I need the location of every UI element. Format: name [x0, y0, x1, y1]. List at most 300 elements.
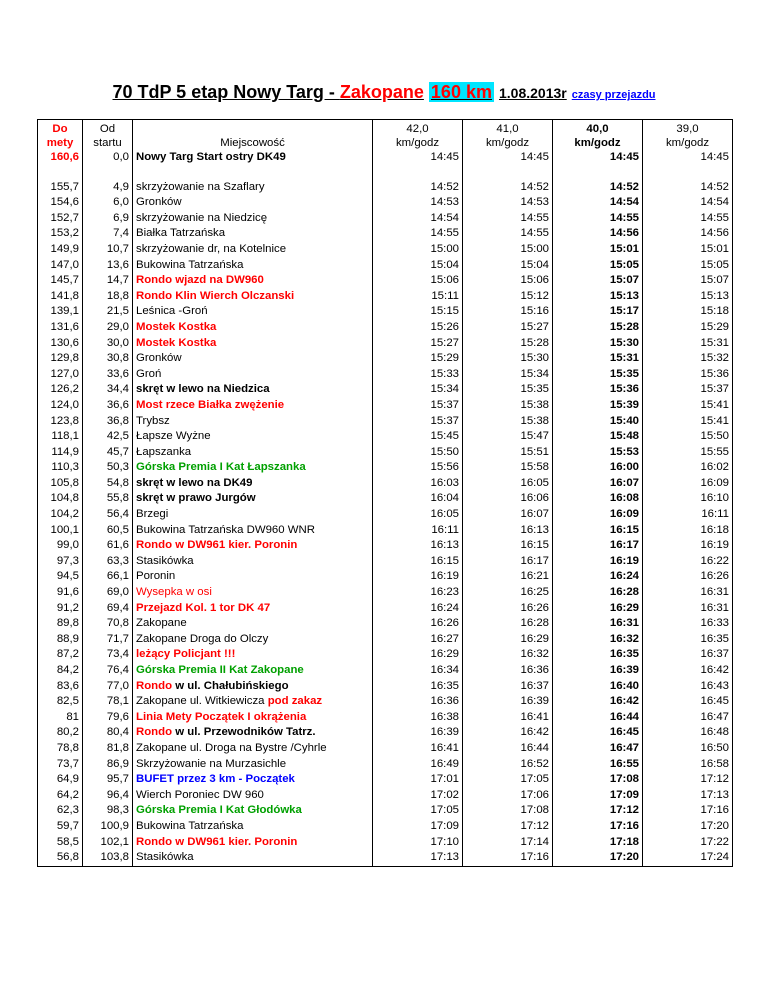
table-row [38, 819, 733, 835]
time-39: 15:31 [643, 336, 733, 352]
time-41: 16:05 [463, 476, 553, 492]
time-42: 16:19 [373, 569, 463, 585]
distance-to-finish: 88,9 [38, 632, 83, 648]
place-name [133, 788, 373, 804]
time-42: 16:41 [373, 741, 463, 757]
spacer-row [38, 166, 733, 180]
time-40: 15:31 [553, 351, 643, 367]
time-42: 17:01 [373, 772, 463, 788]
place-text: Mostek Kostka [136, 336, 217, 349]
time-41: 15:35 [463, 382, 553, 398]
time-41: 15:47 [463, 429, 553, 445]
distance-to-finish: 149,9 [38, 242, 83, 258]
distance-from-start: 18,8 [83, 289, 133, 305]
time-41: 16:26 [463, 601, 553, 617]
table-row [38, 616, 733, 632]
place-name [133, 663, 373, 679]
time-39: 16:42 [643, 663, 733, 679]
time-40: 17:12 [553, 803, 643, 819]
table-row [38, 694, 733, 710]
place-name [133, 507, 373, 523]
time-40: 15:40 [553, 414, 643, 430]
time-39: 15:13 [643, 289, 733, 305]
time-39: 15:18 [643, 304, 733, 320]
place-text: skrzyżowanie na Niedzicę [136, 211, 268, 224]
time-42: 15:50 [373, 445, 463, 461]
place-text: ul. Przewodników Tatrz. [187, 726, 316, 739]
distance-to-finish: 139,1 [38, 304, 83, 320]
distance-from-start: 55,8 [83, 491, 133, 507]
distance-from-start: 14,7 [83, 273, 133, 289]
place-text: Gronków [136, 196, 182, 209]
place-name [133, 382, 373, 398]
distance-to-finish: 91,2 [38, 601, 83, 617]
distance-from-start: 69,0 [83, 585, 133, 601]
time-39: 17:16 [643, 803, 733, 819]
time-40: 15:48 [553, 429, 643, 445]
place-name [133, 289, 373, 305]
time-39: 16:18 [643, 523, 733, 539]
distance-from-start: 56,4 [83, 507, 133, 523]
place-text: ul. Chałubińskiego [187, 679, 289, 692]
time-40: 16:07 [553, 476, 643, 492]
time-40: 17:16 [553, 819, 643, 835]
place-text: Zakopane [136, 617, 187, 630]
time-42: 16:39 [373, 725, 463, 741]
time-40: 16:17 [553, 538, 643, 554]
time-41: 16:36 [463, 663, 553, 679]
table-row [38, 476, 733, 492]
place-name [133, 710, 373, 726]
time-39: 16:19 [643, 538, 733, 554]
place-text: Rondo w DW961 kier. Poronin [136, 539, 298, 552]
place-name [133, 258, 373, 274]
time-40: 16:55 [553, 757, 643, 773]
distance-to-finish: 141,8 [38, 289, 83, 305]
table-row [38, 460, 733, 476]
table-row [38, 710, 733, 726]
place-name [133, 601, 373, 617]
time-40: 16:15 [553, 523, 643, 539]
table-row [38, 741, 733, 757]
distance-from-start: 76,4 [83, 663, 133, 679]
table-row [38, 850, 733, 866]
place-text: Linia Mety Początek I okrążenia [136, 710, 307, 723]
place-name [133, 445, 373, 461]
time-40: 16:39 [553, 663, 643, 679]
table-row [38, 757, 733, 773]
place-name [133, 694, 373, 710]
time-42: 15:15 [373, 304, 463, 320]
distance-to-finish: 89,8 [38, 616, 83, 632]
start-time-42: 14:45 [373, 150, 463, 166]
time-42: 16:11 [373, 523, 463, 539]
time-41: 16:15 [463, 538, 553, 554]
time-39: 15:32 [643, 351, 733, 367]
table-row [38, 304, 733, 320]
time-41: 15:34 [463, 367, 553, 383]
time-39: 16:47 [643, 710, 733, 726]
place-name [133, 320, 373, 336]
time-40: 15:53 [553, 445, 643, 461]
time-42: 15:06 [373, 273, 463, 289]
header-do-mety: Do mety [38, 120, 83, 151]
place-text: Gronków [136, 352, 182, 365]
time-40: 16:09 [553, 507, 643, 523]
title-destination: Zakopane [339, 82, 424, 102]
distance-to-finish: 87,2 [38, 647, 83, 663]
time-42: 17:09 [373, 819, 463, 835]
table-row [38, 242, 733, 258]
distance-from-start: 81,8 [83, 741, 133, 757]
place-text: skrzyżowanie na Szaflary [136, 180, 265, 193]
time-39: 14:55 [643, 211, 733, 227]
distance-from-start: 69,4 [83, 601, 133, 617]
place-name [133, 367, 373, 383]
time-42: 16:36 [373, 694, 463, 710]
place-name [133, 351, 373, 367]
distance-from-start: 78,1 [83, 694, 133, 710]
time-39: 16:02 [643, 460, 733, 476]
distance-from-start: 33,6 [83, 367, 133, 383]
place-name [133, 476, 373, 492]
place-text: Rondo [136, 726, 173, 739]
time-39: 17:24 [643, 850, 733, 866]
place-text: Zakopane ul. Witkiewicza [136, 695, 268, 708]
page-title [0, 82, 768, 103]
table-row [38, 289, 733, 305]
distance-from-start: 80,4 [83, 725, 133, 741]
time-39: 15:01 [643, 242, 733, 258]
place-name [133, 725, 373, 741]
distance-from-start: 66,1 [83, 569, 133, 585]
place-text: Stasikówka [136, 554, 194, 567]
time-41: 17:05 [463, 772, 553, 788]
place-name [133, 523, 373, 539]
time-42: 17:10 [373, 835, 463, 851]
table-row [38, 663, 733, 679]
start-time-41: 14:45 [463, 150, 553, 166]
time-41: 14:52 [463, 180, 553, 196]
time-41: 15:12 [463, 289, 553, 305]
place-name [133, 569, 373, 585]
time-40: 16:24 [553, 569, 643, 585]
distance-to-finish: 124,0 [38, 398, 83, 414]
distance-from-start: 73,4 [83, 647, 133, 663]
time-41: 15:51 [463, 445, 553, 461]
title-prefix: 70 TdP 5 etap Nowy Targ - [112, 82, 340, 102]
time-42: 15:26 [373, 320, 463, 336]
table-row [38, 725, 733, 741]
time-41: 16:52 [463, 757, 553, 773]
time-39: 17:13 [643, 788, 733, 804]
time-42: 16:26 [373, 616, 463, 632]
place-name [133, 819, 373, 835]
distance-from-start: 60,5 [83, 523, 133, 539]
time-39: 14:52 [643, 180, 733, 196]
table-row [38, 554, 733, 570]
place-text: leżący Policjant !!! [136, 648, 236, 661]
place-text: Rondo [136, 679, 173, 692]
distance-from-start: 54,8 [83, 476, 133, 492]
time-42: 17:05 [373, 803, 463, 819]
table-row [38, 351, 733, 367]
distance-from-start: 95,7 [83, 772, 133, 788]
place-text: w [172, 726, 188, 739]
time-40: 15:17 [553, 304, 643, 320]
distance-to-finish: 110,3 [38, 460, 83, 476]
time-41: 14:53 [463, 195, 553, 211]
distance-from-start: 4,9 [83, 180, 133, 196]
place-text: Skrzyżowanie na Murzasichle [136, 757, 287, 770]
time-40: 17:20 [553, 850, 643, 866]
time-39: 16:22 [643, 554, 733, 570]
time-40: 15:13 [553, 289, 643, 305]
distance-from-start: 13,6 [83, 258, 133, 274]
time-40: 15:36 [553, 382, 643, 398]
place-name [133, 180, 373, 196]
distance-from-start: 71,7 [83, 632, 133, 648]
table-row [38, 679, 733, 695]
time-41: 15:28 [463, 336, 553, 352]
time-42: 16:38 [373, 710, 463, 726]
start-place: Nowy Targ Start ostry DK49 [133, 150, 373, 166]
place-name [133, 195, 373, 211]
table-row [38, 195, 733, 211]
place-text: BUFET przez 3 km - Początek [136, 773, 295, 786]
distance-from-start: 30,8 [83, 351, 133, 367]
place-name [133, 835, 373, 851]
distance-to-finish: 62,3 [38, 803, 83, 819]
time-42: 14:53 [373, 195, 463, 211]
header-speed-40: 40,0 km/godz [553, 120, 643, 151]
start-time-40: 14:45 [553, 150, 643, 166]
time-41: 15:00 [463, 242, 553, 258]
distance-from-start: 86,9 [83, 757, 133, 773]
place-name [133, 850, 373, 866]
distance-to-finish: 104,2 [38, 507, 83, 523]
place-text: Rondo Klin Wierch Olczanski [136, 289, 295, 302]
place-text: skrzyżowanie dr, na Kotelnice [136, 242, 287, 255]
distance-to-finish: 154,6 [38, 195, 83, 211]
place-text: Leśnica -Groń [136, 305, 208, 318]
distance-from-start: 36,8 [83, 414, 133, 430]
table-row [38, 414, 733, 430]
place-name [133, 803, 373, 819]
distance-to-finish: 82,5 [38, 694, 83, 710]
distance-to-finish: 59,7 [38, 819, 83, 835]
time-42: 15:00 [373, 242, 463, 258]
place-name [133, 398, 373, 414]
place-text: Groń [136, 367, 162, 380]
distance-from-start: 6,0 [83, 195, 133, 211]
place-name [133, 741, 373, 757]
time-39: 16:10 [643, 491, 733, 507]
table-row [38, 772, 733, 788]
timetable [37, 119, 733, 867]
distance-to-finish: 91,6 [38, 585, 83, 601]
time-40: 16:42 [553, 694, 643, 710]
distance-to-finish: 104,8 [38, 491, 83, 507]
place-name [133, 226, 373, 242]
time-41: 17:06 [463, 788, 553, 804]
distance-from-start: 30,0 [83, 336, 133, 352]
table-row [38, 445, 733, 461]
distance-to-finish: 97,3 [38, 554, 83, 570]
time-41: 16:06 [463, 491, 553, 507]
distance-from-start: 21,5 [83, 304, 133, 320]
time-41: 17:14 [463, 835, 553, 851]
table-row [38, 491, 733, 507]
time-39: 16:33 [643, 616, 733, 632]
distance-to-finish: 129,8 [38, 351, 83, 367]
distance-from-start: 96,4 [83, 788, 133, 804]
time-42: 14:54 [373, 211, 463, 227]
distance-from-start: 50,3 [83, 460, 133, 476]
time-41: 16:25 [463, 585, 553, 601]
distance-to-finish: 145,7 [38, 273, 83, 289]
place-name [133, 757, 373, 773]
time-40: 15:35 [553, 367, 643, 383]
travel-times-link[interactable]: czasy przejazdu [571, 89, 656, 101]
time-39: 16:31 [643, 601, 733, 617]
time-41: 16:13 [463, 523, 553, 539]
table-row [38, 258, 733, 274]
time-39: 15:55 [643, 445, 733, 461]
place-text: Rondo w DW961 kier. Poronin [136, 835, 298, 848]
table-row [38, 569, 733, 585]
time-42: 15:27 [373, 336, 463, 352]
distance-to-finish: 81 [38, 710, 83, 726]
time-41: 15:27 [463, 320, 553, 336]
distance-from-start: 36,6 [83, 398, 133, 414]
distance-from-start: 77,0 [83, 679, 133, 695]
table-row [38, 788, 733, 804]
time-42: 15:45 [373, 429, 463, 445]
time-41: 16:28 [463, 616, 553, 632]
distance-from-start: 42,5 [83, 429, 133, 445]
time-42: 15:34 [373, 382, 463, 398]
time-40: 17:09 [553, 788, 643, 804]
place-text: Brzegi [136, 508, 169, 521]
time-41: 15:04 [463, 258, 553, 274]
time-40: 14:56 [553, 226, 643, 242]
time-42: 15:04 [373, 258, 463, 274]
time-42: 15:33 [373, 367, 463, 383]
distance-to-finish: 73,7 [38, 757, 83, 773]
time-39: 16:31 [643, 585, 733, 601]
time-40: 16:00 [553, 460, 643, 476]
time-39: 15:50 [643, 429, 733, 445]
time-39: 15:36 [643, 367, 733, 383]
table-row [38, 585, 733, 601]
time-42: 15:29 [373, 351, 463, 367]
distance-to-finish: 64,9 [38, 772, 83, 788]
distance-to-finish: 114,9 [38, 445, 83, 461]
time-40: 16:40 [553, 679, 643, 695]
place-name [133, 336, 373, 352]
place-name [133, 429, 373, 445]
place-text: skręt w prawo Jurgów [136, 492, 256, 505]
time-42: 16:03 [373, 476, 463, 492]
time-40: 17:18 [553, 835, 643, 851]
title-distance: 160 km [430, 82, 492, 102]
time-42: 16:29 [373, 647, 463, 663]
distance-to-finish: 64,2 [38, 788, 83, 804]
time-39: 15:41 [643, 414, 733, 430]
time-41: 17:16 [463, 850, 553, 866]
distance-from-start: 45,7 [83, 445, 133, 461]
table-row [38, 336, 733, 352]
distance-to-finish: 105,8 [38, 476, 83, 492]
distance-from-start: 29,0 [83, 320, 133, 336]
time-41: 14:55 [463, 211, 553, 227]
time-40: 15:28 [553, 320, 643, 336]
distance-from-start: 98,3 [83, 803, 133, 819]
time-40: 17:08 [553, 772, 643, 788]
time-41: 16:39 [463, 694, 553, 710]
time-39: 15:07 [643, 273, 733, 289]
distance-from-start: 10,7 [83, 242, 133, 258]
distance-to-finish: 94,5 [38, 569, 83, 585]
table-row [38, 538, 733, 554]
time-42: 14:55 [373, 226, 463, 242]
time-39: 16:45 [643, 694, 733, 710]
time-41: 17:08 [463, 803, 553, 819]
time-39: 16:11 [643, 507, 733, 523]
place-name [133, 211, 373, 227]
time-42: 16:35 [373, 679, 463, 695]
place-text: Białka Tatrzańska [136, 227, 226, 240]
time-39: 16:58 [643, 757, 733, 773]
place-text: pod zakaz [267, 695, 323, 708]
start-row [38, 150, 733, 166]
table-row [38, 632, 733, 648]
time-39: 16:09 [643, 476, 733, 492]
distance-to-finish: 56,8 [38, 850, 83, 866]
distance-to-finish: 152,7 [38, 211, 83, 227]
title-date: 1.08.2013r [499, 85, 567, 101]
time-40: 14:54 [553, 195, 643, 211]
time-39: 15:37 [643, 382, 733, 398]
table-row [38, 803, 733, 819]
time-42: 16:34 [373, 663, 463, 679]
time-41: 16:41 [463, 710, 553, 726]
time-39: 14:56 [643, 226, 733, 242]
time-42: 16:15 [373, 554, 463, 570]
place-text: Poronin [136, 570, 176, 583]
place-name [133, 304, 373, 320]
time-40: 16:29 [553, 601, 643, 617]
time-40: 16:28 [553, 585, 643, 601]
distance-from-start: 79,6 [83, 710, 133, 726]
table-row [38, 647, 733, 663]
place-name [133, 491, 373, 507]
header-speed-42: 42,0 km/godz [373, 120, 463, 151]
distance-to-finish: 58,5 [38, 835, 83, 851]
place-name [133, 414, 373, 430]
place-text: Zakopane ul. Droga na Bystre /Cyhrle [136, 741, 327, 754]
place-text: Górska Premia I Kat Głodówka [136, 804, 302, 817]
distance-from-start: 34,4 [83, 382, 133, 398]
distance-from-start: 6,9 [83, 211, 133, 227]
time-40: 16:35 [553, 647, 643, 663]
place-text: Rondo wjazd na DW960 [136, 274, 264, 287]
place-text: Most rzece Białka zwężenie [136, 398, 285, 411]
place-text: Łapsze Wyżne [136, 430, 211, 443]
time-39: 16:43 [643, 679, 733, 695]
time-42: 16:24 [373, 601, 463, 617]
